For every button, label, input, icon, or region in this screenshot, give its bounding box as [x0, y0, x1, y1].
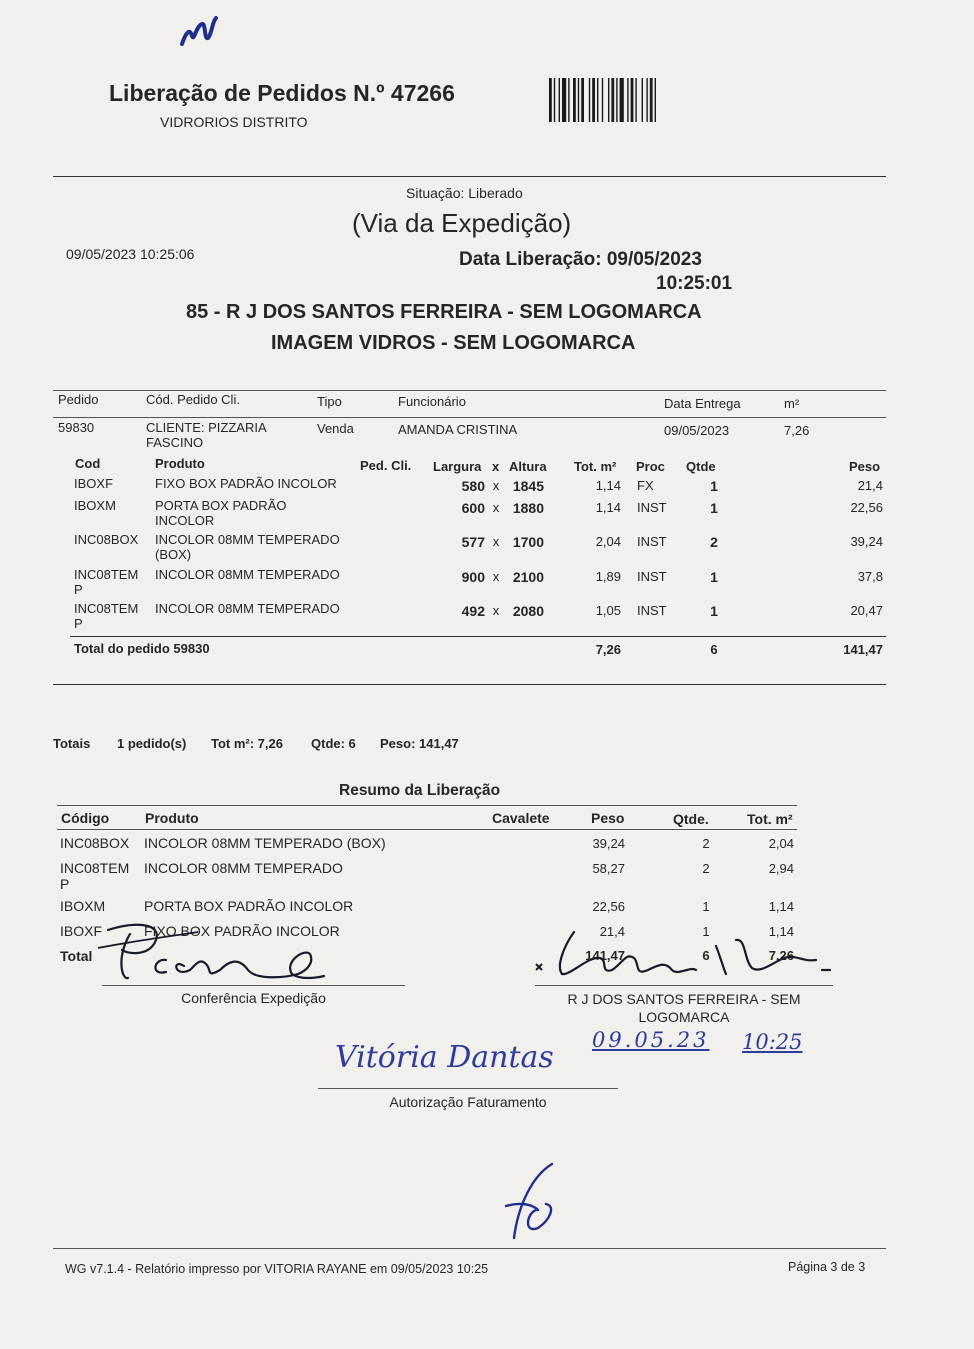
- item-produto: INCOLOR 08MM TEMPERADO: [155, 567, 340, 582]
- item-peso: 22,56: [850, 500, 883, 515]
- item-col-ped-cli: Ped. Cli.: [360, 458, 412, 473]
- situation: Situação: Liberado: [406, 185, 523, 201]
- item-col-produto: Produto: [155, 456, 205, 471]
- item-produto: INCOLOR 08MM TEMPERADO (BOX): [155, 532, 340, 562]
- handwritten-initials: [498, 1158, 564, 1248]
- summary-total-label: Total: [60, 948, 93, 964]
- summary-total-qtde: 6: [702, 948, 710, 963]
- summary-tot: 2,04: [768, 836, 794, 851]
- header-divider: [53, 176, 886, 177]
- barcode: [549, 78, 697, 124]
- totals-label: Totais: [53, 736, 91, 751]
- item-x: x: [492, 603, 500, 618]
- summary-codigo: IBOXM: [60, 898, 106, 914]
- handwritten-time: 10:25: [742, 1030, 803, 1054]
- item-x: x: [492, 500, 500, 515]
- order-total-qtde: 6: [710, 642, 718, 657]
- handwritten-date: 09.05.23: [592, 1028, 710, 1052]
- item-largura: 492: [461, 603, 485, 619]
- handwritten-name: Vitória Dantas: [335, 1040, 554, 1075]
- summary-produto: INCOLOR 08MM TEMPERADO (BOX): [144, 835, 386, 851]
- order-total-m2: 7,26: [595, 642, 621, 657]
- summary-codigo: INC08TEM P: [60, 860, 130, 892]
- order-pedido: 59830: [58, 420, 95, 435]
- item-x: x: [492, 569, 500, 584]
- summary-qtde: 1: [702, 899, 710, 914]
- item-cod: INC08TEM P: [74, 567, 139, 597]
- document-title: Liberação de Pedidos N.º 47266: [109, 80, 455, 106]
- footer-rule: [53, 1248, 886, 1249]
- company-name: VIDRORIOS DISTRITO: [160, 114, 308, 130]
- item-qtde: 1: [710, 569, 718, 585]
- summary-codigo: IBOXF: [60, 923, 103, 939]
- summary-codigo: INC08BOX: [60, 835, 130, 851]
- item-largura: 600: [461, 500, 485, 516]
- item-col-peso: Peso: [849, 459, 881, 474]
- item-tot: 2,04: [595, 534, 621, 549]
- order-total-peso: 141,47: [843, 642, 883, 657]
- item-proc: INST: [637, 500, 667, 515]
- totals-peso: Peso: 141,47: [380, 736, 459, 751]
- col-cod-cli: Cód. Pedido Cli.: [146, 392, 240, 407]
- item-cod: IBOXM: [74, 498, 116, 513]
- item-altura: 2080: [512, 603, 544, 619]
- summary-total-peso: 141,47: [585, 948, 625, 963]
- order-top-rule: [53, 390, 886, 391]
- summary-tot: 2,94: [768, 861, 794, 876]
- summary-col-cavalete: Cavalete: [492, 810, 550, 826]
- item-col-altura: Altura: [509, 459, 547, 474]
- summary-col-tot: Tot. m²: [747, 811, 793, 827]
- item-proc: INST: [637, 534, 667, 549]
- summary-qtde: 2: [702, 836, 710, 851]
- via-label: (Via da Expedição): [352, 208, 572, 238]
- release-date: Data Liberação: 09/05/2023: [459, 249, 702, 270]
- summary-tot: 1,14: [768, 924, 794, 939]
- printed-timestamp: 09/05/2023 10:25:06: [66, 246, 195, 262]
- summary-qtde: 2: [702, 861, 710, 876]
- item-largura: 577: [461, 534, 485, 550]
- client-line-1: 85 - R J DOS SANTOS FERREIRA - SEM LOGOMARCA: [186, 301, 702, 323]
- item-produto: FIXO BOX PADRÃO INCOLOR: [155, 476, 337, 491]
- signature-client-handwritten: [530, 926, 860, 990]
- signature-line-autorizacao: [318, 1088, 618, 1089]
- order-m2: 7,26: [784, 423, 810, 438]
- summary-col-peso: Peso: [591, 810, 625, 826]
- item-col-tot: Tot. m²: [574, 459, 617, 474]
- summary-peso: 58,27: [592, 861, 625, 876]
- summary-col-produto: Produto: [145, 810, 199, 826]
- summary-produto: INCOLOR 08MM TEMPERADO: [144, 860, 343, 876]
- summary-col-qtde: Qtde.: [673, 811, 709, 827]
- item-col-largura: Largura: [433, 459, 482, 474]
- item-col-cod: Cod: [75, 456, 101, 471]
- summary-peso: 39,24: [592, 836, 625, 851]
- summary-qtde: 1: [702, 924, 710, 939]
- item-qtde: 1: [710, 603, 718, 619]
- item-qtde: 1: [710, 478, 718, 494]
- summary-header-rule: [57, 829, 797, 830]
- item-x: x: [492, 478, 500, 493]
- item-col-x: x: [492, 459, 500, 474]
- client-line-2: IMAGEM VIDROS - SEM LOGOMARCA: [271, 332, 636, 354]
- order-tipo: Venda: [317, 421, 354, 436]
- col-data-entrega: Data Entrega: [664, 396, 741, 411]
- item-tot: 1,05: [595, 603, 621, 618]
- item-qtde: 1: [710, 500, 718, 516]
- order-bottom-rule: [53, 684, 886, 685]
- order-total-rule: [70, 636, 886, 637]
- item-altura: 1845: [512, 478, 544, 494]
- signature-label-autorizacao: Autorização Faturamento: [389, 1094, 547, 1110]
- item-cod: INC08BOX: [74, 532, 139, 547]
- totals-qtde: Qtde: 6: [311, 736, 356, 751]
- item-altura: 2100: [512, 569, 544, 585]
- summary-title: Resumo da Liberação: [339, 782, 501, 799]
- item-proc: INST: [637, 569, 667, 584]
- item-cod: INC08TEM P: [74, 601, 139, 631]
- totals-m2: Tot m²: 7,26: [211, 736, 283, 751]
- item-peso: 39,24: [850, 534, 883, 549]
- summary-top-rule: [57, 805, 797, 806]
- footer-printed-by: WG v7.1.4 - Relatório impresso por VITORIA RAYANE em 09/05/2023 10:25: [65, 1262, 489, 1276]
- col-tipo: Tipo: [317, 394, 342, 409]
- signature-label-client: R J DOS SANTOS FERREIRA - SEM LOGOMARCA: [567, 991, 801, 1025]
- summary-tot: 1,14: [768, 899, 794, 914]
- summary-produto: PORTA BOX PADRÃO INCOLOR: [144, 898, 354, 914]
- item-tot: 1,14: [595, 478, 621, 493]
- item-col-proc: Proc: [636, 459, 665, 474]
- item-altura: 1880: [512, 500, 544, 516]
- summary-total-tot: 7,26: [768, 948, 794, 963]
- item-col-qtde: Qtde: [686, 459, 716, 474]
- item-produto: PORTA BOX PADRÃO INCOLOR: [155, 498, 287, 528]
- summary-peso: 22,56: [592, 899, 625, 914]
- signature-conferencia-handwritten: [88, 918, 328, 990]
- item-produto: INCOLOR 08MM TEMPERADO: [155, 601, 340, 616]
- item-largura: 580: [461, 478, 485, 494]
- col-pedido: Pedido: [58, 392, 99, 407]
- item-cod: IBOXF: [74, 476, 114, 491]
- item-peso: 21,4: [857, 478, 883, 493]
- order-cod-cli: CLIENTE: PIZZARIA FASCINO: [146, 420, 267, 450]
- totals-pedidos: 1 pedido(s): [117, 736, 187, 751]
- order-data-entrega: 09/05/2023: [664, 423, 730, 438]
- summary-peso: 21,4: [599, 924, 625, 939]
- order-funcionario: AMANDA CRISTINA: [398, 422, 518, 437]
- item-tot: 1,14: [595, 500, 621, 515]
- item-tot: 1,89: [595, 569, 621, 584]
- item-proc: INST: [637, 603, 667, 618]
- item-x: x: [492, 534, 500, 549]
- item-qtde: 2: [710, 534, 718, 550]
- item-altura: 1700: [512, 534, 544, 550]
- item-largura: 900: [461, 569, 485, 585]
- item-proc: FX: [637, 478, 654, 493]
- summary-produto: FIXO BOX PADRÃO INCOLOR: [144, 923, 340, 939]
- order-header-rule: [53, 417, 886, 418]
- summary-col-codigo: Código: [61, 810, 110, 826]
- order-total-label: Total do pedido 59830: [74, 641, 210, 656]
- item-peso: 37,8: [857, 569, 883, 584]
- col-funcionario: Funcionário: [398, 394, 466, 409]
- item-peso: 20,47: [850, 603, 883, 618]
- signature-label-conferencia: Conferência Expedição: [181, 990, 326, 1006]
- col-m2: m²: [784, 396, 800, 411]
- handwritten-mark: [178, 14, 222, 50]
- release-time: 10:25:01: [656, 273, 733, 294]
- footer-page-number: Página 3 de 3: [788, 1260, 866, 1274]
